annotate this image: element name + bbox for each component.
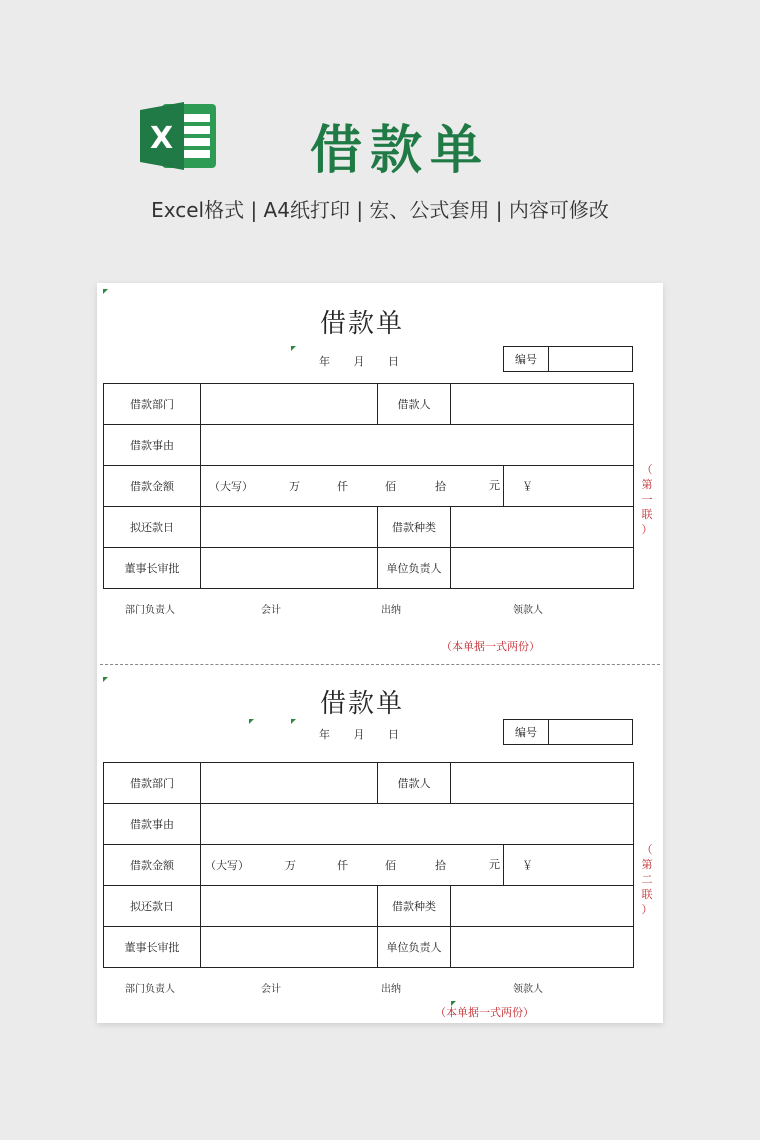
day-label: 日	[388, 355, 399, 368]
borrower-label: 借款人	[378, 763, 451, 804]
cell-marker-icon	[291, 346, 296, 351]
repay-field[interactable]	[201, 886, 378, 927]
amount-wan-label: 万	[289, 480, 300, 493]
amount-wan-label: 万	[285, 859, 296, 872]
cut-line-divider	[100, 664, 660, 665]
reason-field[interactable]	[201, 804, 634, 845]
loan-slip-1	[97, 283, 663, 653]
amount-yuan-label: 元	[489, 466, 504, 506]
date-line	[319, 353, 419, 369]
amount-yuan-label: 元	[489, 845, 504, 885]
table-row	[104, 927, 634, 968]
cell-marker-icon	[291, 719, 296, 724]
unit-head-label: 单位负责人	[378, 927, 451, 968]
number-field[interactable]	[503, 346, 633, 372]
unit-head-field[interactable]	[451, 548, 634, 589]
borrower-label: 借款人	[378, 384, 451, 425]
slip-title: 借款单	[319, 689, 404, 719]
amount-label: 借款金额	[104, 466, 201, 507]
loan-form-table	[103, 383, 634, 589]
dept-label: 借款部门	[104, 763, 201, 804]
unit-head-field[interactable]	[451, 927, 634, 968]
sig-cashier: 出纳	[381, 605, 401, 616]
borrower-field[interactable]	[451, 384, 634, 425]
cell-marker-icon	[103, 677, 108, 682]
sig-dept-head: 部门负责人	[125, 605, 175, 616]
chairman-label: 董事长审批	[104, 548, 201, 589]
excel-logo-icon	[140, 100, 218, 172]
sig-receiver: 领款人	[513, 984, 543, 995]
amount-qian-label: 仟	[337, 859, 348, 872]
amount-qian-label: 仟	[337, 480, 348, 493]
amount-field[interactable]	[201, 845, 634, 886]
amount-uppercase-label: （大写）	[205, 859, 249, 872]
amount-yen-label: ￥	[522, 480, 533, 493]
sig-accountant: 会计	[261, 984, 281, 995]
page-title: 借款单	[310, 121, 491, 181]
type-field[interactable]	[451, 507, 634, 548]
sig-dept-head: 部门负责人	[125, 984, 175, 995]
chairman-field[interactable]	[201, 548, 378, 589]
cell-marker-icon	[249, 719, 254, 724]
dept-field[interactable]	[201, 763, 378, 804]
table-row	[104, 425, 634, 466]
table-row	[104, 466, 634, 507]
table-row	[104, 548, 634, 589]
repay-field[interactable]	[201, 507, 378, 548]
chairman-field[interactable]	[201, 927, 378, 968]
repay-label: 拟还款日	[104, 886, 201, 927]
amount-yen-label: ￥	[522, 859, 533, 872]
copies-note: （本单据一式两份）	[441, 640, 540, 653]
number-label: 编号	[504, 347, 549, 371]
amount-uppercase-label: （大写）	[209, 480, 253, 493]
amount-bai-label: 佰	[385, 859, 396, 872]
sig-accountant: 会计	[261, 605, 281, 616]
sig-cashier: 出纳	[381, 984, 401, 995]
type-field[interactable]	[451, 886, 634, 927]
unit-head-label: 单位负责人	[378, 548, 451, 589]
slip-title: 借款单	[319, 309, 404, 339]
cell-marker-icon	[103, 289, 108, 294]
amount-shi-label: 拾	[435, 859, 446, 872]
borrower-field[interactable]	[451, 763, 634, 804]
sig-receiver: 领款人	[513, 605, 543, 616]
reason-field[interactable]	[201, 425, 634, 466]
type-label: 借款种类	[378, 886, 451, 927]
number-label: 编号	[504, 720, 549, 744]
amount-bai-label: 佰	[385, 480, 396, 493]
copies-note: （本单据一式两份）	[435, 1006, 534, 1019]
reason-label: 借款事由	[104, 425, 201, 466]
chairman-label: 董事长审批	[104, 927, 201, 968]
reason-label: 借款事由	[104, 804, 201, 845]
amount-shi-label: 拾	[435, 480, 446, 493]
amount-field[interactable]	[201, 466, 634, 507]
dept-field[interactable]	[201, 384, 378, 425]
form-paper	[97, 283, 663, 1023]
year-label: 年	[319, 355, 330, 368]
table-row	[104, 845, 634, 886]
copy-mark-2: （ 第 二 联 ）	[641, 843, 653, 916]
loan-slip-2	[97, 663, 663, 1033]
number-field[interactable]	[503, 719, 633, 745]
loan-form-table	[103, 762, 634, 968]
logo-letter: X	[150, 121, 174, 156]
date-line	[319, 726, 419, 742]
feature-subtitle: Excel格式 | A4纸打印 | 宏、公式套用 | 内容可修改	[151, 198, 609, 222]
dept-label: 借款部门	[104, 384, 201, 425]
table-row	[104, 507, 634, 548]
month-label: 月	[353, 728, 365, 741]
table-row	[104, 384, 634, 425]
day-label: 日	[388, 728, 399, 741]
type-label: 借款种类	[378, 507, 451, 548]
copy-mark-1: （ 第 一 联 ）	[641, 463, 653, 536]
table-row	[104, 804, 634, 845]
amount-label: 借款金额	[104, 845, 201, 886]
table-row	[104, 886, 634, 927]
repay-label: 拟还款日	[104, 507, 201, 548]
month-label: 月	[353, 355, 365, 368]
year-label: 年	[319, 728, 330, 741]
table-row	[104, 763, 634, 804]
